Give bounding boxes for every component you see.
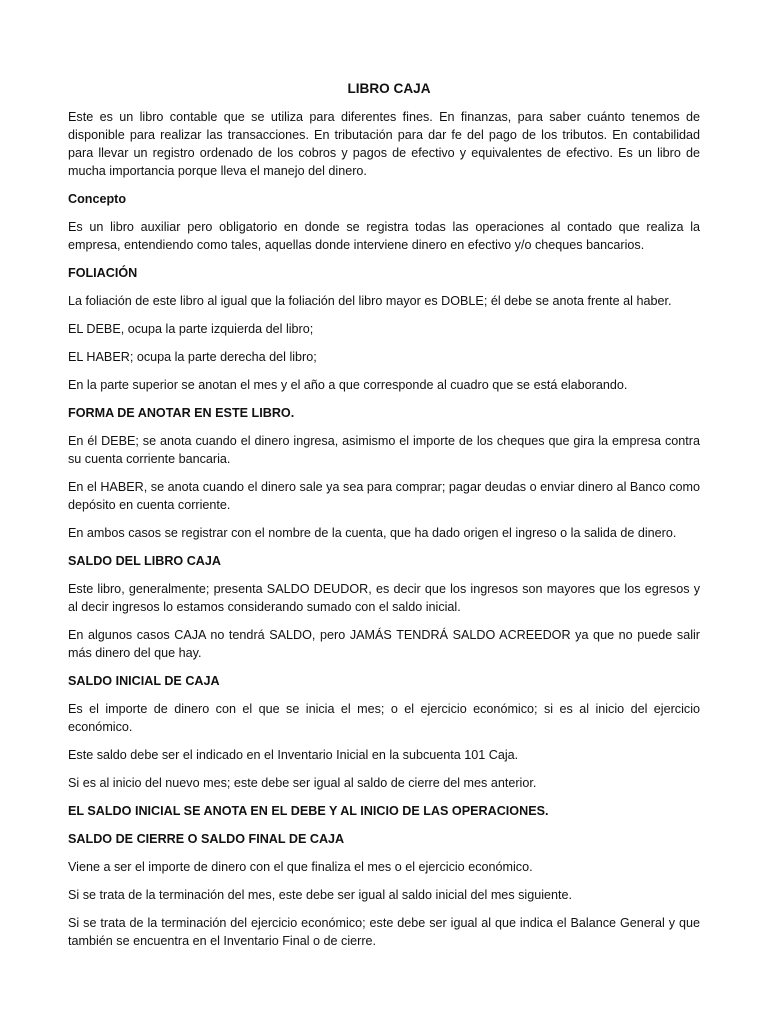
paragraph-foliacion: La foliación de este libro al igual que la foliación del libro mayor es DOBLE; él debe se anota frente al haber. [68,294,672,308]
paragraph-importe-final: Viene a ser el importe de dinero con el que finaliza el mes o el ejercicio económico. [68,860,533,874]
paragraph-saldo-deudor: Este libro, generalmente; presenta SALDO DEUDOR, es decir que los ingresos son mayores que los egresos y al decir ingresos lo estamos considerando sumado con el saldo inicial. [68,582,700,614]
paragraph-terminacion-ejercicio: Si se trata de la terminación del ejercicio económico; este debe ser igual al que indica el Balance General y que también se encuentra en el Inventario Final o de cierre. [68,916,700,948]
paragraph-importe-inicial: Es el importe de dinero con el que se inicia el mes; o el ejercicio económico; si es al inicio del ejercicio económico. [68,702,700,734]
paragraph-debe-ingresa: En él DEBE; se anota cuando el dinero ingresa, asimismo el importe de los cheques que gira la empresa contra su cuenta corriente bancaria. [68,434,700,466]
heading-foliacion: FOLIACIÓN [68,266,138,280]
paragraph-haber-sale: En el HABER, se anota cuando el dinero sale ya sea para comprar; pagar deudas o enviar dinero al Banco como depósito en cuenta corriente. [68,480,700,512]
paragraph-concepto: Es un libro auxiliar pero obligatorio en donde se registra todas las operaciones al contado que realiza la empresa, entendiendo como tales, aquellas donde interviene dinero en efectivo y/o cheques bancarios. [68,220,700,252]
heading-concepto: Concepto [68,192,127,206]
paragraph-el-haber: EL HABER; ocupa la parte derecha del libro; [68,350,317,364]
heading-saldo-libro-caja: SALDO DEL LIBRO CAJA [68,554,222,568]
paragraph-ambos-casos: En ambos casos se registrar con el nombre de la cuenta, que ha dado origen el ingreso o la salida de dinero. [68,526,677,540]
paragraph-nuevo-mes: Si es al inicio del nuevo mes; este debe ser igual al saldo de cierre del mes anterior. [68,776,537,790]
paragraph-el-debe: EL DEBE, ocupa la parte izquierda del libro; [68,322,314,336]
heading-saldo-inicial: SALDO INICIAL DE CAJA [68,674,220,688]
heading-saldo-inicial-debe: EL SALDO INICIAL SE ANOTA EN EL DEBE Y AL INICIO DE LAS OPERACIONES. [68,804,549,818]
paragraph-intro: Este es un libro contable que se utiliza para diferentes fines. En finanzas, para saber cuánto tenemos de disponible para realizar las transacciones. En tributación para dar fe del pago de los tributos. En contabilidad para llevar un registro ordenado de los cobros y pagos de efectivo y equivalentes de efectivo. Es un libro de mucha importancia porque lleva el manejo del dinero. [68,110,700,178]
heading-saldo-cierre: SALDO DE CIERRE O SALDO FINAL DE CAJA [68,832,345,846]
heading-forma-de-anotar: FORMA DE ANOTAR EN ESTE LIBRO. [68,406,295,420]
document-title: LIBRO CAJA [347,81,431,96]
paragraph-inventario-inicial: Este saldo debe ser el indicado en el Inventario Inicial en la subcuenta 101 Caja. [68,748,519,762]
paragraph-parte-superior: En la parte superior se anotan el mes y el año a que corresponde al cuadro que se está elaborando. [68,378,628,392]
paragraph-terminacion-mes: Si se trata de la terminación del mes, este debe ser igual al saldo inicial del mes siguiente. [68,888,573,902]
paragraph-saldo-acreedor: En algunos casos CAJA no tendrá SALDO, pero JAMÁS TENDRÁ SALDO ACREEDOR ya que no puede salir más dinero del que hay. [68,628,700,660]
